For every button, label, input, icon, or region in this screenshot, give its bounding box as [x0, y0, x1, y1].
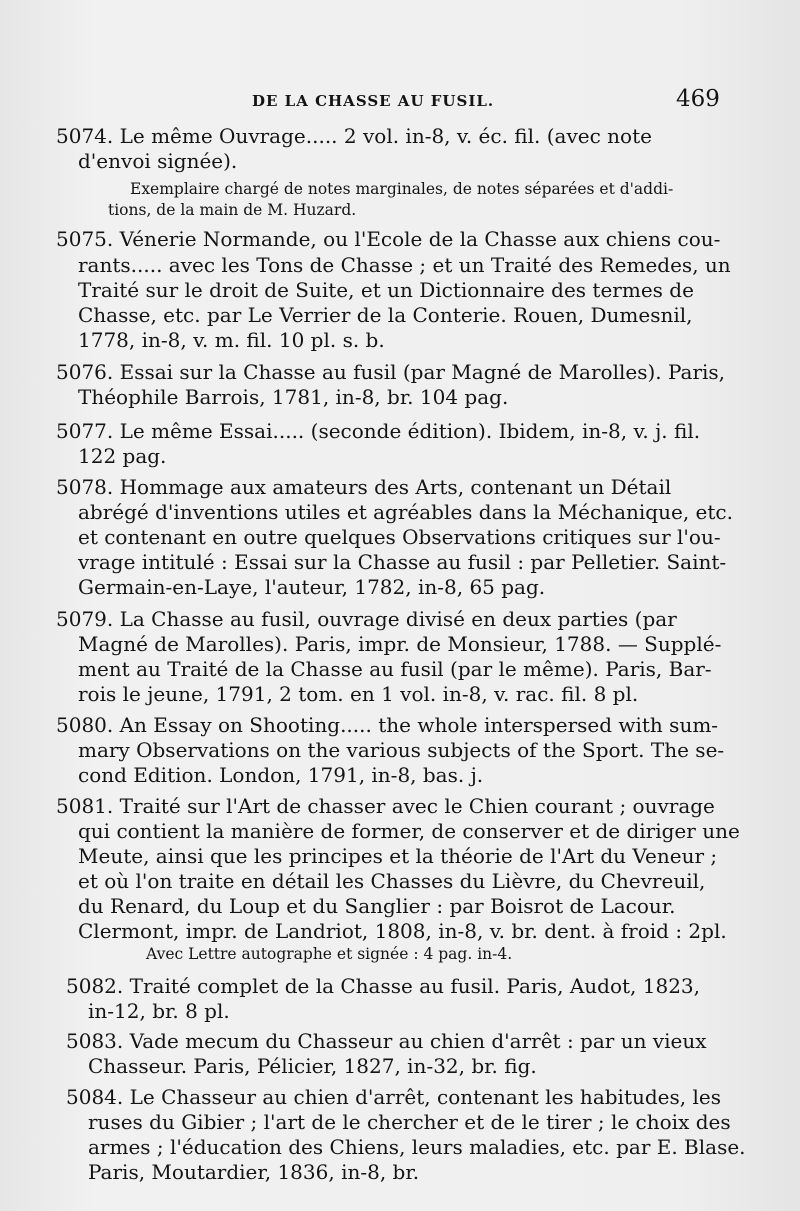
entry-line: 122 pag. — [78, 444, 167, 468]
page-number: 469 — [676, 86, 720, 112]
entry-line: 5082. Traité complet de la Chasse au fusil. Paris, Audot, 1823, — [66, 974, 701, 998]
entry-line: cond Edition. London, 1791, in-8, bas. j. — [78, 763, 484, 787]
entry-line: 5084. Le Chasseur au chien d'arrêt, contenant les habitudes, les — [66, 1085, 721, 1109]
note-line: Avec Lettre autographe et signée : 4 pag. in-4. — [146, 945, 513, 963]
entry-line: 5083. Vade mecum du Chasseur au chien d'arrêt : par un vieux — [66, 1029, 707, 1053]
entry-line: rants..... avec les Tons de Chasse ; et un Traité des Remedes, un — [78, 253, 731, 277]
entry-line: 5080. An Essay on Shooting..... the whole interspersed with sum- — [56, 713, 719, 737]
note-line: Exemplaire chargé de notes marginales, de notes séparées et d'addi- — [130, 180, 674, 198]
entry-line: 1778, in-8, v. m. fil. 10 pl. s. b. — [78, 328, 385, 352]
entry-line: d'envoi signée). — [78, 149, 238, 173]
entry-line: ruses du Gibier ; l'art de le chercher et de le tirer ; le choix des — [88, 1110, 731, 1134]
entry-line: 5074. Le même Ouvrage..... 2 vol. in-8, v. éc. fil. (avec note — [56, 124, 652, 148]
entry-line: 5077. Le même Essai..... (seconde édition). Ibidem, in-8, v. j. fil. — [56, 419, 701, 443]
entry-line: Germain-en-Laye, l'auteur, 1782, in-8, 65 pag. — [78, 575, 546, 599]
page-header — [0, 86, 800, 116]
entry-line: Chasse, etc. par Le Verrier de la Conterie. Rouen, Dumesnil, — [78, 303, 693, 327]
entry-line: vrage intitulé : Essai sur la Chasse au fusil : par Pelletier. Saint- — [78, 550, 727, 574]
entry-line: Traité sur le droit de Suite, et un Dictionnaire des termes de — [78, 278, 694, 302]
running-head: DE LA CHASSE AU FUSIL. — [252, 92, 495, 110]
entry-line: in-12, br. 8 pl. — [88, 999, 230, 1023]
entry-line: armes ; l'éducation des Chiens, leurs maladies, etc. par E. Blase. — [88, 1135, 746, 1159]
entry-line: ment au Traité de la Chasse au fusil (par le même). Paris, Bar- — [78, 657, 712, 681]
entry-line: abrégé d'inventions utiles et agréables dans la Méchanique, etc. — [78, 500, 733, 524]
entry-line: qui contient la manière de former, de conserver et de diriger une — [78, 819, 740, 843]
entry-line: Meute, ainsi que les principes et la théorie de l'Art du Veneur ; — [78, 844, 718, 868]
entry-line: et contenant en outre quelques Observations critiques sur l'ou- — [78, 525, 721, 549]
entry-line: Chasseur. Paris, Pélicier, 1827, in-32, br. fig. — [88, 1054, 537, 1078]
entry-line: Paris, Moutardier, 1836, in-8, br. — [88, 1160, 420, 1184]
entry-line: Magné de Marolles). Paris, impr. de Monsieur, 1788. — Supplé- — [78, 632, 722, 656]
entry-line: 5081. Traité sur l'Art de chasser avec le Chien courant ; ouvrage — [56, 794, 715, 818]
entry-line: et où l'on traite en détail les Chasses du Lièvre, du Chevreuil, — [78, 869, 706, 893]
entry-line: 5079. La Chasse au fusil, ouvrage divisé en deux parties (par — [56, 607, 677, 631]
entry-line: Clermont, impr. de Landriot, 1808, in-8, v. br. dent. à froid : 2pl. — [78, 919, 727, 943]
entry-line: 5075. Vénerie Normande, ou l'Ecole de la Chasse aux chiens cou- — [56, 227, 721, 251]
note-line: tions, de la main de M. Huzard. — [108, 201, 357, 219]
entry-line: mary Observations on the various subjects of the Sport. The se- — [78, 738, 725, 762]
entry-line: Théophile Barrois, 1781, in-8, br. 104 pag. — [78, 385, 509, 409]
entry-line: rois le jeune, 1791, 2 tom. en 1 vol. in-8, v. rac. fil. 8 pl. — [78, 682, 639, 706]
entry-line: du Renard, du Loup et du Sanglier : par Boisrot de Lacour. — [78, 894, 676, 918]
entry-line: 5076. Essai sur la Chasse au fusil (par Magné de Marolles). Paris, — [56, 360, 726, 384]
entry-line: 5078. Hommage aux amateurs des Arts, contenant un Détail — [56, 475, 672, 499]
